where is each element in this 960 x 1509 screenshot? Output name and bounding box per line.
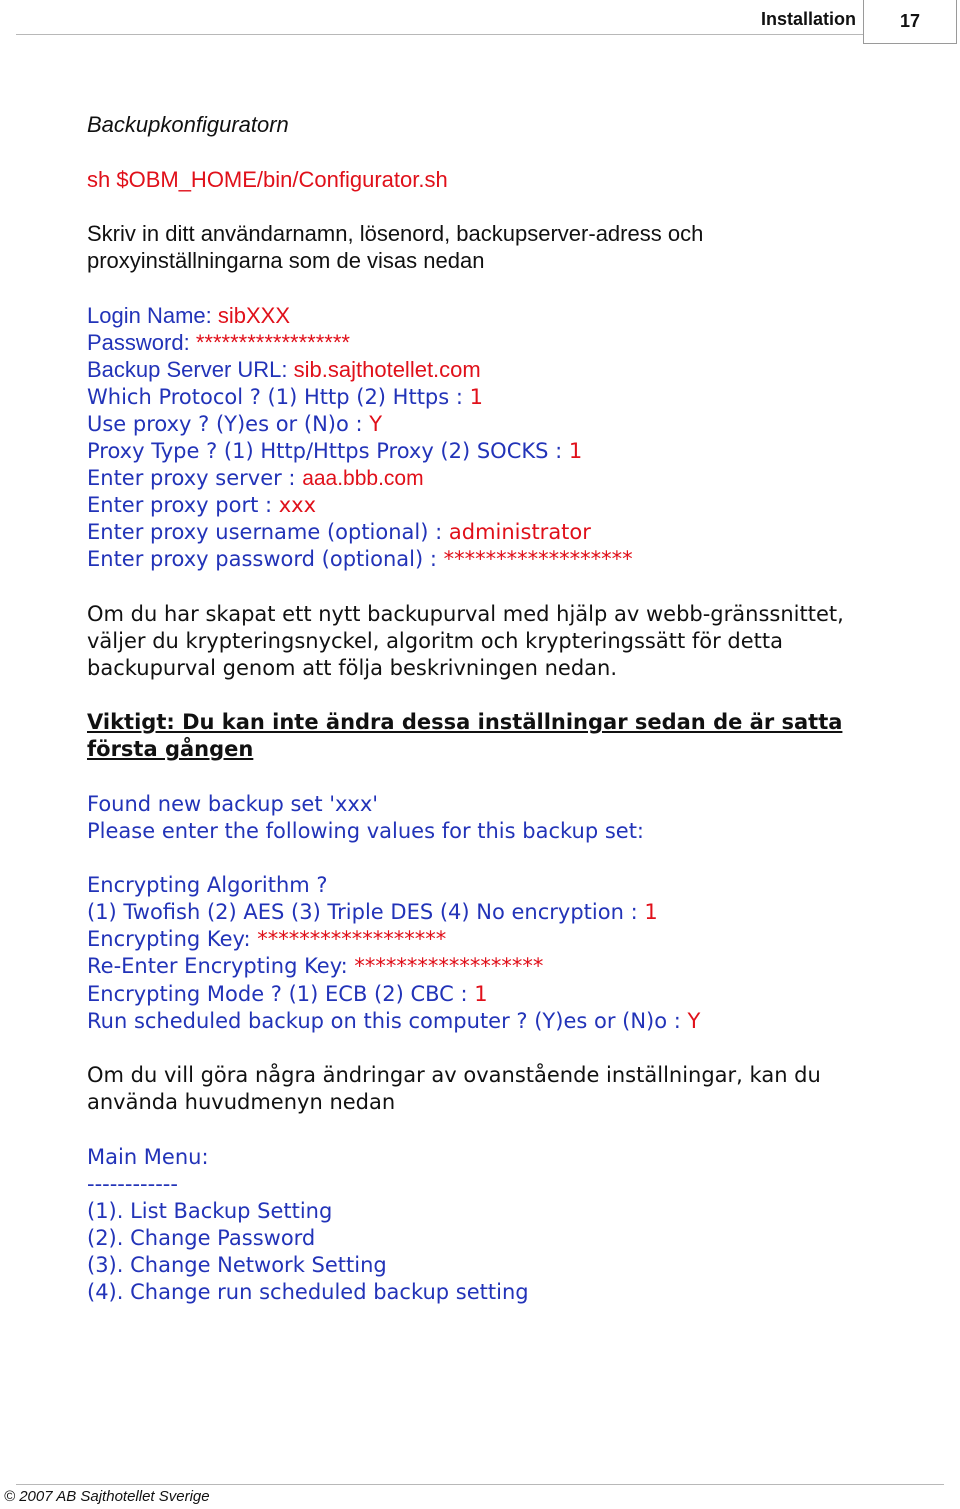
password-row bbox=[87, 329, 350, 356]
backup-server-row bbox=[87, 356, 481, 383]
scheduled-backup-row bbox=[87, 1008, 700, 1035]
section-title: Installation bbox=[760, 9, 856, 29]
warning-line-2: första gången bbox=[87, 737, 254, 761]
backup-server-value: sib.sajthotellet.com bbox=[293, 357, 481, 382]
header-rule bbox=[16, 34, 864, 35]
change-info-line-2: använda huvudmenyn nedan bbox=[87, 1090, 396, 1114]
intro-line-1: Skriv in ditt användarnamn, lösenord, backupserver-adress och bbox=[87, 221, 704, 246]
backup-set-prompt: Please enter the following values for this backup set: bbox=[87, 819, 645, 843]
menu-item-change-network-setting: (3). Change Network Setting bbox=[87, 1253, 387, 1277]
algorithm-value: 1 bbox=[644, 900, 658, 924]
proxy-server-value: aaa.bbb.com bbox=[302, 467, 424, 490]
use-proxy-label: Use proxy ? (Y)es or (N)o : bbox=[87, 412, 370, 436]
login-name-row bbox=[87, 302, 290, 329]
page-header bbox=[0, 0, 960, 46]
proxy-username-row bbox=[87, 519, 591, 546]
menu-item-list-backup-setting: (1). List Backup Setting bbox=[87, 1199, 333, 1223]
encrypting-key-label: Encrypting Key: bbox=[87, 927, 258, 951]
proxy-port-row bbox=[87, 492, 316, 519]
encrypting-mode-label: Encrypting Mode ? (1) ECB (2) CBC : bbox=[87, 982, 475, 1006]
proxy-password-value: ****************** bbox=[443, 547, 633, 571]
document-heading: Backupkonfiguratorn bbox=[87, 112, 289, 137]
encrypting-mode-value: 1 bbox=[474, 982, 488, 1006]
explain-line-3: backupurval genom att följa beskrivningen nedan. bbox=[87, 656, 618, 680]
reenter-key-label: Re-Enter Encrypting Key: bbox=[87, 954, 355, 978]
footer-rule bbox=[16, 1484, 944, 1485]
protocol-value: 1 bbox=[469, 385, 483, 409]
change-info-line-1: Om du vill göra några ändringar av ovanstående inställningar, kan du bbox=[87, 1063, 821, 1087]
warning-line-1: Viktigt: Du kan inte ändra dessa inställningar sedan de är satta bbox=[87, 710, 843, 734]
proxy-server-label: Enter proxy server : bbox=[87, 466, 303, 490]
menu-item-change-scheduled-backup: (4). Change run scheduled backup setting bbox=[87, 1280, 529, 1304]
configurator-command: sh $OBM_HOME/bin/Configurator.sh bbox=[87, 167, 448, 192]
page-footer bbox=[0, 1480, 960, 1509]
main-menu-divider: ------------ bbox=[87, 1172, 178, 1196]
encrypting-key-value: ****************** bbox=[257, 927, 447, 951]
encrypting-key-row bbox=[87, 926, 446, 953]
intro-line-2: proxyinställningarna som de visas nedan bbox=[87, 248, 485, 273]
login-name-value: sibXXX bbox=[217, 303, 291, 328]
proxy-port-label: Enter proxy port : bbox=[87, 493, 279, 517]
protocol-row bbox=[87, 384, 483, 411]
scheduled-backup-value: Y bbox=[687, 1009, 701, 1033]
reenter-key-row bbox=[87, 953, 543, 980]
reenter-key-value: ****************** bbox=[354, 954, 544, 978]
proxy-type-row bbox=[87, 438, 582, 465]
proxy-username-value: administrator bbox=[448, 520, 591, 544]
proxy-type-label: Proxy Type ? (1) Http/Https Proxy (2) SOCKS : bbox=[87, 439, 569, 463]
algorithm-options: (1) Twofish (2) AES (3) Triple DES (4) No encryption : bbox=[87, 900, 645, 924]
proxy-server-row bbox=[87, 465, 424, 492]
use-proxy-row bbox=[87, 411, 382, 438]
explain-line-2: väljer du krypteringsnyckel, algoritm och krypteringssätt för detta bbox=[87, 629, 784, 653]
explain-line-1: Om du har skapat ett nytt backupurval med hjälp av webb-gränssnittet, bbox=[87, 602, 844, 626]
login-name-label: Login Name: bbox=[87, 303, 218, 328]
proxy-port-value: xxx bbox=[278, 493, 317, 517]
found-backup-set: Found new backup set 'xxx' bbox=[87, 792, 379, 816]
password-value: ****************** bbox=[195, 330, 350, 355]
page-number: 17 bbox=[863, 0, 957, 44]
use-proxy-value: Y bbox=[369, 412, 383, 436]
password-label: Password: bbox=[87, 330, 196, 355]
protocol-label: Which Protocol ? (1) Http (2) Https : bbox=[87, 385, 470, 409]
algorithm-options-row bbox=[87, 899, 658, 926]
copyright-text: © 2007 AB Sajthotellet Sverige bbox=[4, 1488, 210, 1505]
backup-server-label: Backup Server URL: bbox=[87, 357, 294, 382]
menu-item-change-password: (2). Change Password bbox=[87, 1226, 316, 1250]
algorithm-question: Encrypting Algorithm ? bbox=[87, 873, 328, 897]
proxy-password-row bbox=[87, 546, 633, 573]
proxy-type-value: 1 bbox=[568, 439, 583, 463]
encrypting-mode-row bbox=[87, 981, 488, 1008]
scheduled-backup-label: Run scheduled backup on this computer ? (Y)es or (N)o : bbox=[87, 1009, 688, 1033]
proxy-password-label: Enter proxy password (optional) : bbox=[87, 547, 444, 571]
proxy-username-label: Enter proxy username (optional) : bbox=[87, 520, 449, 544]
main-menu-title: Main Menu: bbox=[87, 1145, 209, 1169]
